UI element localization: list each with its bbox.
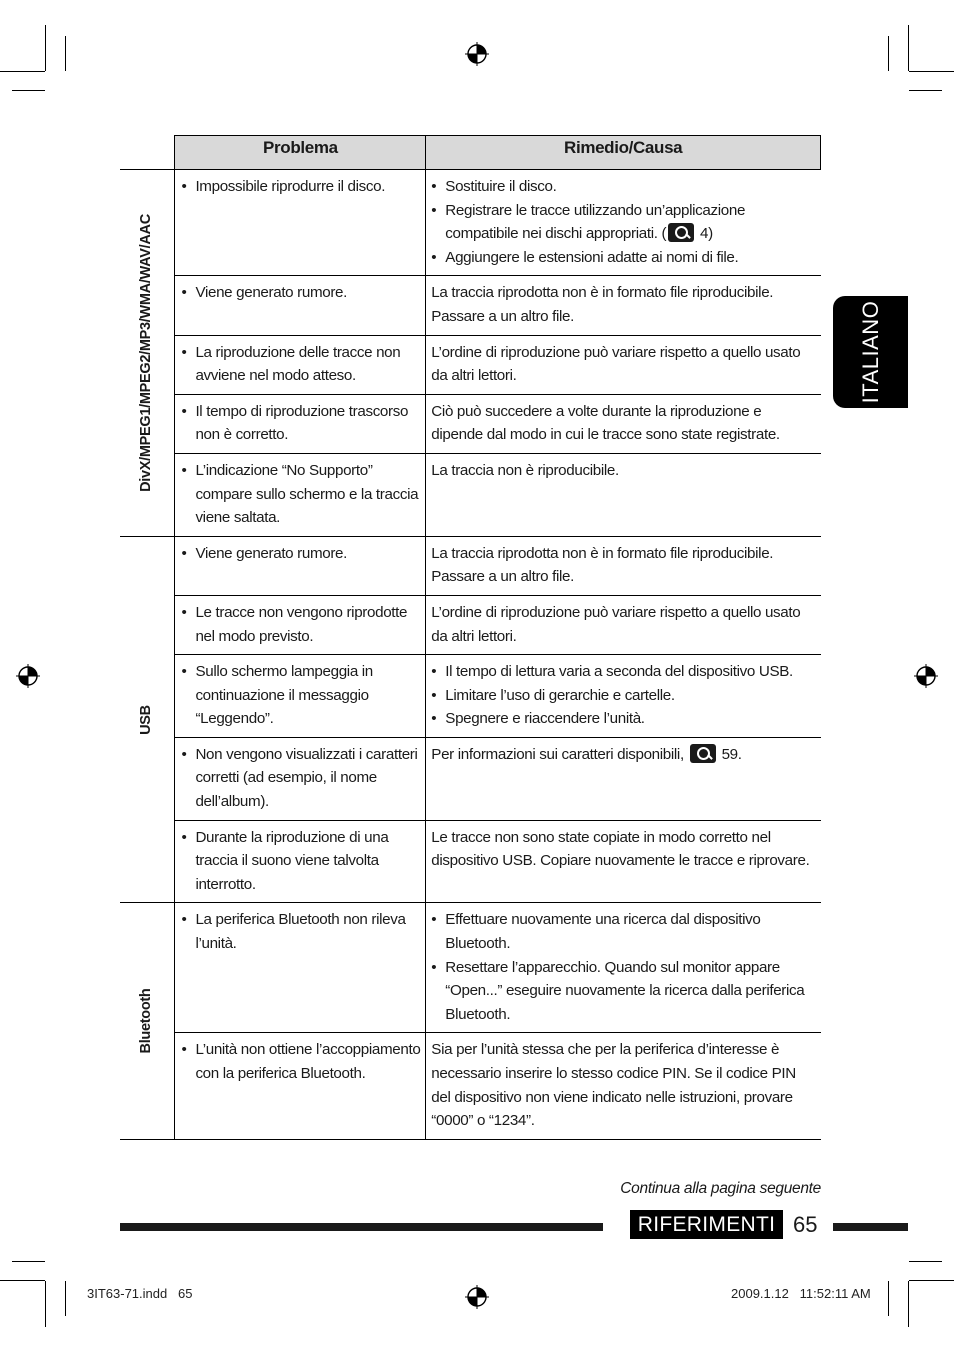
magnifier-reference-icon: [668, 223, 694, 242]
remedy-item: • Sostituire il disco.: [431, 175, 816, 199]
category-label: DivX/MPEG1/MPEG2/MP3/WMA/WAV/AAC: [138, 213, 155, 492]
table-header-row: [120, 136, 821, 170]
remedy-item: • Resettare l’apparecchio. Quando sul monitor appare “Open...” eseguire nuovamente la ricerca dalla periferica Bluetooth.: [431, 956, 816, 1027]
problem-cell: [175, 820, 426, 903]
remedy-text: [431, 743, 816, 767]
problem-list: [181, 459, 421, 530]
category-cell: [120, 536, 175, 903]
problem-cell: [175, 536, 426, 595]
problem-cell: [175, 335, 426, 394]
crop-mark: [909, 90, 942, 91]
crop-mark: [888, 36, 889, 71]
problem-item: • Viene generato rumore.: [181, 281, 421, 305]
table-row: [120, 737, 821, 820]
problem-cell: [175, 453, 426, 536]
remedy-item: • Effettuare nuovamente una ricerca dal dispositivo Bluetooth.: [431, 908, 816, 955]
problem-item: • Non vengono visualizzati i caratteri corretti (ad esempio, il nome dell’album).: [181, 743, 421, 814]
problem-item: • La riproduzione delle tracce non avviene nel modo atteso.: [181, 341, 421, 388]
problem-list: [181, 660, 421, 731]
crop-mark: [45, 25, 46, 71]
problem-item: • La periferica Bluetooth non rileva l’unità.: [181, 908, 421, 955]
remedy-text: Ciò può succedere a volte durante la riproduzione e dipende dal modo in cui le tracce sono state registrate.: [431, 402, 780, 444]
crop-mark: [888, 1281, 889, 1316]
header-remedy: Rimedio/Causa: [426, 136, 821, 170]
problem-list: [181, 1038, 421, 1085]
section-label: RIFERIMENTI: [630, 1210, 783, 1239]
table-row: [120, 394, 821, 453]
remedy-cell: [426, 820, 821, 903]
table-row: [120, 903, 821, 1033]
table-row: [120, 820, 821, 903]
language-tab: [833, 296, 908, 408]
table-row: [120, 595, 821, 654]
table-row: [120, 335, 821, 394]
problem-cell: [175, 903, 426, 1033]
table-row: [120, 170, 821, 276]
problem-cell: [175, 394, 426, 453]
problem-list: [181, 601, 421, 648]
crop-mark: [909, 71, 954, 72]
problem-list: [181, 542, 421, 566]
problem-item: • L’unità non ottiene l’accoppiamento con la periferica Bluetooth.: [181, 1038, 421, 1085]
remedy-item-before: Registrare le tracce utilizzando un’applicazione compatibile nei dischi appropriati. (: [445, 201, 746, 243]
category-label: Bluetooth: [138, 988, 155, 1054]
problem-cell: [175, 170, 426, 276]
header-problem: Problema: [175, 136, 426, 170]
problem-item: • L’indicazione “No Supporto” compare sullo schermo e la traccia viene saltata.: [181, 459, 421, 530]
remedy-cell: [426, 1033, 821, 1139]
crop-mark: [65, 36, 66, 71]
crop-mark: [909, 1280, 954, 1281]
problem-list: [181, 826, 421, 897]
continued-note: Continua alla pagina seguente: [620, 1180, 821, 1197]
remedy-item: [431, 199, 816, 246]
remedy-cell: [426, 335, 821, 394]
troubleshooting-table: [120, 135, 821, 1140]
remedy-text: L’ordine di riproduzione può variare rispetto a quello usato da altri lettori.: [431, 343, 801, 385]
table-row: [120, 453, 821, 536]
crop-mark: [0, 1280, 45, 1281]
remedy-text: La traccia non è riproducibile.: [431, 461, 619, 479]
magnifier-reference-icon: [690, 744, 716, 763]
header-spacer: [120, 136, 175, 170]
category-cell: [120, 170, 175, 537]
crop-mark: [65, 1281, 66, 1316]
registration-mark-icon: [465, 1285, 489, 1309]
category-label: USB: [138, 704, 155, 735]
remedy-cell: [426, 453, 821, 536]
crop-mark: [908, 1281, 909, 1327]
problem-list: [181, 743, 421, 814]
table-row: [120, 655, 821, 738]
problem-list: [181, 281, 421, 305]
problem-cell: [175, 1033, 426, 1139]
footer-rule-left: [120, 1223, 603, 1231]
remedy-cell: [426, 536, 821, 595]
table-row: [120, 276, 821, 335]
remedy-list: [431, 908, 816, 1026]
remedy-cell: [426, 737, 821, 820]
slug-file: 3IT63-71.indd 65: [87, 1286, 193, 1301]
crop-mark: [45, 1281, 46, 1327]
language-tab-label: ITALIANO: [857, 300, 883, 404]
problem-cell: [175, 276, 426, 335]
problem-cell: [175, 595, 426, 654]
remedy-text: L’ordine di riproduzione può variare rispetto a quello usato da altri lettori.: [431, 603, 801, 645]
problem-item: • Il tempo di riproduzione trascorso non è corretto.: [181, 400, 421, 447]
slug-timestamp: 2009.1.12 11:52:11 AM: [731, 1286, 871, 1301]
page-number: 65: [793, 1212, 818, 1237]
problem-list: [181, 400, 421, 447]
remedy-item-after: 4): [696, 225, 713, 243]
remedy-text: La traccia riprodotta non è in formato file riproducibile. Passare a un altro file.: [431, 284, 774, 325]
remedy-cell: [426, 276, 821, 335]
category-cell: [120, 903, 175, 1139]
remedy-list: [431, 175, 816, 269]
crop-mark: [908, 25, 909, 71]
crop-mark: [0, 71, 45, 72]
remedy-text: Le tracce non sono state copiate in modo corretto nel dispositivo USB. Copiare nuovamente le tracce e riprovare.: [431, 828, 810, 870]
crop-mark: [12, 90, 45, 91]
remedy-item: • Limitare l’uso di gerarchie e cartelle.: [431, 684, 816, 708]
remedy-cell: [426, 595, 821, 654]
crop-mark: [12, 1261, 45, 1262]
table-row: [120, 536, 821, 595]
footer-rule-right: [833, 1223, 908, 1231]
problem-item: • Viene generato rumore.: [181, 542, 421, 566]
remedy-cell: [426, 394, 821, 453]
remedy-list: [431, 660, 816, 731]
problem-list: [181, 175, 421, 199]
remedy-item: • Aggiungere le estensioni adatte ai nomi di file.: [431, 246, 816, 270]
registration-mark-icon: [465, 42, 489, 66]
remedy-cell: [426, 170, 821, 276]
remedy-cell: [426, 903, 821, 1033]
problem-item: • Le tracce non vengono riprodotte nel modo previsto.: [181, 601, 421, 648]
problem-item: • Durante la riproduzione di una traccia il suono viene talvolta interrotto.: [181, 826, 421, 897]
crop-mark: [909, 1261, 942, 1262]
problem-list: [181, 908, 421, 955]
remedy-text-after: 59.: [717, 745, 742, 763]
registration-mark-icon: [914, 664, 938, 688]
problem-item: • Sullo schermo lampeggia in continuazione il messaggio “Leggendo”.: [181, 660, 421, 731]
problem-item: • Impossibile riprodurre il disco.: [181, 175, 421, 199]
remedy-item: • Spegnere e riaccendere l’unità.: [431, 707, 816, 731]
remedy-cell: [426, 655, 821, 738]
remedy-text-before: Per informazioni sui caratteri disponibili,: [431, 745, 688, 763]
problem-cell: [175, 737, 426, 820]
table-row: [120, 1033, 821, 1139]
registration-mark-icon: [16, 664, 40, 688]
remedy-text: La traccia riprodotta non è in formato file riproducibile. Passare a un altro file.: [431, 544, 774, 586]
problem-list: [181, 341, 421, 388]
remedy-text: Sia per l’unità stessa che per la periferica d’interesse è necessario inserire lo stesso codice PIN. Se il codice PIN del dispositivo non viene indicato nelle istruzioni, provare “0000” o “1234”.: [431, 1041, 796, 1130]
problem-cell: [175, 655, 426, 738]
remedy-item: • Il tempo di lettura varia a seconda del dispositivo USB.: [431, 660, 816, 684]
